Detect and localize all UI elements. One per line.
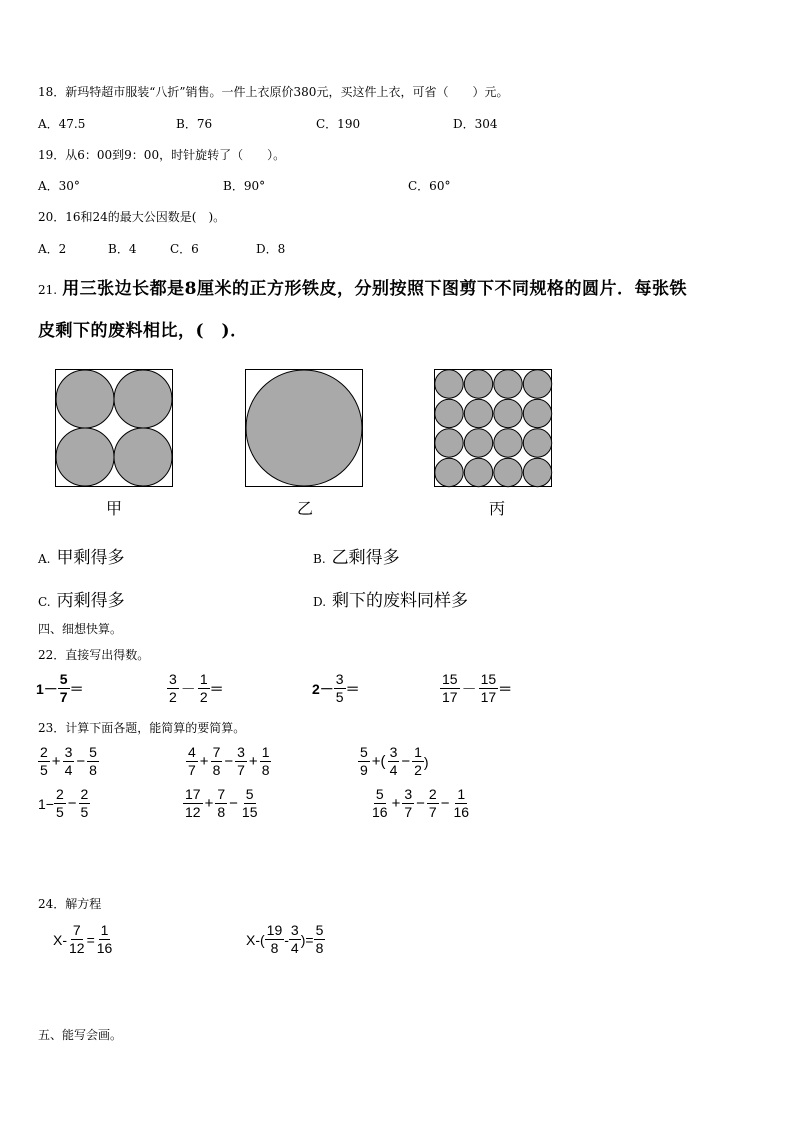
circle-disc bbox=[523, 399, 551, 427]
q18-option-a: A．47.5 bbox=[38, 117, 86, 131]
denominator: 5 bbox=[335, 689, 344, 705]
circle-disc bbox=[464, 370, 492, 398]
figure-label-yi: 乙 bbox=[297, 499, 314, 518]
denominator: 8 bbox=[315, 940, 324, 956]
fraction bbox=[388, 744, 400, 779]
denominator: 16 bbox=[453, 804, 470, 820]
circle-disc bbox=[523, 370, 551, 398]
section-4-heading: 四、细想快算。 bbox=[38, 622, 123, 636]
expr-lead: 1－ bbox=[36, 680, 58, 697]
q22-item-3 bbox=[312, 671, 360, 706]
denominator: 17 bbox=[442, 689, 458, 705]
numerator: 1 bbox=[457, 786, 466, 802]
operator: － bbox=[461, 681, 477, 698]
circle-disc bbox=[523, 458, 551, 486]
expr-tail: ＝ bbox=[69, 680, 84, 697]
operator: − bbox=[416, 795, 425, 812]
figure-label-bing: 丙 bbox=[489, 499, 506, 518]
section-5-heading: 五、能写会画。 bbox=[38, 1028, 123, 1042]
option-letter: D. bbox=[313, 595, 327, 609]
q21-option-a bbox=[38, 543, 124, 568]
q21-option-d bbox=[313, 586, 468, 611]
numerator: 19 bbox=[266, 922, 283, 938]
option-text: 甲剩得多 bbox=[56, 548, 125, 568]
denominator: 2 bbox=[169, 689, 177, 705]
denominator: 4 bbox=[290, 940, 299, 956]
operator: +( bbox=[371, 753, 386, 770]
expr-tail: ＝ bbox=[498, 680, 513, 697]
denominator: 5 bbox=[40, 762, 48, 778]
circle-disc bbox=[435, 429, 463, 457]
operator: + bbox=[248, 753, 258, 770]
numerator: 2 bbox=[40, 744, 48, 760]
q20-option-d: D．8 bbox=[256, 242, 286, 256]
fraction bbox=[440, 671, 460, 706]
denominator: 4 bbox=[389, 762, 398, 778]
numerator: 5 bbox=[89, 744, 97, 760]
figure-label-jia: 甲 bbox=[106, 499, 123, 518]
operator: + bbox=[199, 753, 209, 770]
fraction bbox=[87, 744, 99, 779]
q19-stem: 19．从6：00到9：00，时针旋转了（ ）。 bbox=[38, 148, 286, 162]
fraction bbox=[198, 671, 210, 706]
q18-option-c: C．190 bbox=[316, 117, 361, 131]
operator: − bbox=[440, 795, 450, 812]
denominator: 5 bbox=[80, 804, 89, 820]
q24-equation-2 bbox=[246, 922, 325, 957]
fraction bbox=[289, 922, 301, 957]
numerator: 5 bbox=[59, 671, 68, 687]
numerator: 3 bbox=[335, 671, 344, 687]
operator: － bbox=[180, 681, 196, 698]
fraction bbox=[58, 671, 70, 706]
expr-tail: ＝ bbox=[345, 680, 360, 697]
q20-stem: 20．16和24的最大公因数是( )。 bbox=[38, 210, 226, 224]
option-text: 乙剩得多 bbox=[331, 548, 400, 568]
fraction bbox=[79, 786, 91, 821]
circle-disc bbox=[114, 428, 172, 486]
figure-jia bbox=[55, 369, 174, 488]
circle-disc bbox=[246, 370, 362, 486]
fraction bbox=[38, 744, 50, 779]
operator: − bbox=[67, 795, 77, 812]
q18-option-d: D．304 bbox=[453, 117, 498, 131]
denominator: 8 bbox=[89, 762, 97, 778]
q23-expr-5 bbox=[183, 786, 259, 821]
q20-option-b: B．4 bbox=[108, 242, 137, 256]
numerator: 3 bbox=[290, 922, 299, 938]
numerator: 4 bbox=[188, 744, 196, 760]
numerator: 1 bbox=[261, 744, 270, 760]
numerator: 3 bbox=[389, 744, 398, 760]
q22-stem: 22．直接写出得数。 bbox=[38, 648, 150, 662]
q20-option-c: C．6 bbox=[170, 242, 199, 256]
numerator: 5 bbox=[375, 786, 384, 802]
fraction bbox=[427, 786, 439, 821]
numerator: 17 bbox=[185, 786, 201, 802]
fraction bbox=[314, 922, 326, 957]
numerator: 7 bbox=[72, 922, 81, 938]
numerator: 1 bbox=[414, 744, 422, 760]
fraction bbox=[358, 744, 370, 779]
circle-disc bbox=[56, 370, 114, 428]
q21-stem-text1: 用三张边长都是8厘米的正方形铁皮，分别按照下图剪下不同规格的圆片．每张铁 bbox=[62, 279, 688, 299]
circle-disc bbox=[494, 458, 522, 486]
denominator: 9 bbox=[360, 762, 368, 778]
denominator: 2 bbox=[414, 762, 422, 778]
q24-stem: 24．解方程 bbox=[38, 897, 102, 911]
q24-equation-1 bbox=[53, 922, 114, 957]
q23-expr-1 bbox=[38, 744, 99, 779]
option-letter: B. bbox=[313, 552, 326, 566]
circle-disc bbox=[494, 429, 522, 457]
denominator: 8 bbox=[217, 804, 226, 820]
fraction bbox=[186, 744, 198, 779]
denominator: 16 bbox=[96, 940, 113, 956]
fraction bbox=[451, 786, 471, 821]
q20-option-a: A．2 bbox=[38, 242, 67, 256]
fraction bbox=[211, 744, 223, 779]
circle-disc bbox=[435, 458, 463, 486]
denominator: 2 bbox=[199, 689, 208, 705]
q19-option-c: C．60° bbox=[408, 179, 451, 193]
fraction bbox=[67, 922, 87, 957]
circle-disc bbox=[464, 399, 492, 427]
figure-yi bbox=[245, 369, 364, 488]
denominator: 8 bbox=[270, 940, 279, 956]
option-text: 剩下的废料同样多 bbox=[332, 591, 469, 611]
option-letter: C. bbox=[38, 595, 51, 609]
q23-expr-2 bbox=[186, 744, 271, 779]
operator: - bbox=[284, 931, 289, 948]
q21-option-b bbox=[313, 543, 400, 568]
fraction bbox=[63, 744, 75, 779]
fraction bbox=[370, 786, 390, 821]
fraction bbox=[215, 786, 227, 821]
circle-disc bbox=[464, 458, 492, 486]
circle-disc bbox=[56, 428, 114, 486]
denominator: 8 bbox=[212, 762, 221, 778]
fraction bbox=[479, 671, 499, 706]
circle-disc bbox=[494, 370, 522, 398]
circle-disc bbox=[523, 429, 551, 457]
denominator: 4 bbox=[64, 762, 73, 778]
denominator: 7 bbox=[237, 762, 245, 778]
denominator: 7 bbox=[428, 804, 437, 820]
operator: − bbox=[224, 753, 234, 770]
denominator: 17 bbox=[480, 689, 497, 705]
circle-disc bbox=[494, 399, 522, 427]
q19-option-a: A．30° bbox=[38, 179, 80, 193]
option-text: 丙剩得多 bbox=[56, 591, 125, 611]
denominator: 7 bbox=[59, 689, 68, 705]
operator: − bbox=[229, 795, 238, 812]
q23-expr-4 bbox=[38, 786, 90, 821]
numerator: 5 bbox=[245, 786, 254, 802]
numerator: 15 bbox=[480, 671, 497, 687]
circle-disc bbox=[114, 370, 172, 428]
operator: − bbox=[401, 753, 411, 770]
circle-disc bbox=[464, 429, 492, 457]
fraction bbox=[95, 922, 115, 957]
denominator: 5 bbox=[55, 804, 64, 820]
q19-option-b: B．90° bbox=[223, 179, 266, 193]
operator: + bbox=[51, 753, 61, 770]
numerator: 15 bbox=[442, 671, 458, 687]
q21-stem-line1 bbox=[38, 274, 687, 299]
q22-item-2 bbox=[167, 671, 224, 706]
fraction bbox=[265, 922, 285, 957]
denominator: 7 bbox=[404, 804, 413, 820]
numerator: 1 bbox=[100, 922, 109, 938]
denominator: 8 bbox=[261, 762, 270, 778]
fraction bbox=[167, 671, 179, 706]
denominator: 12 bbox=[69, 940, 85, 956]
denominator: 7 bbox=[188, 762, 196, 778]
numerator: 1 bbox=[199, 671, 208, 687]
numerator: 5 bbox=[360, 744, 368, 760]
equals-sign: = bbox=[86, 931, 95, 948]
fraction bbox=[334, 671, 346, 706]
q21-number: 21. bbox=[38, 283, 58, 297]
circle-disc bbox=[435, 370, 463, 398]
circle-disc bbox=[435, 399, 463, 427]
fraction bbox=[240, 786, 260, 821]
fraction bbox=[402, 786, 414, 821]
numerator: 5 bbox=[315, 922, 324, 938]
expr-lead: X- bbox=[53, 931, 67, 948]
numerator: 7 bbox=[217, 786, 226, 802]
operator: − bbox=[76, 753, 86, 770]
numerator: 3 bbox=[237, 744, 245, 760]
expr-lead: 1− bbox=[38, 795, 54, 812]
fraction bbox=[235, 744, 247, 779]
denominator: 15 bbox=[241, 804, 258, 820]
fraction bbox=[54, 786, 66, 821]
operator: + bbox=[204, 795, 214, 812]
fraction bbox=[183, 786, 203, 821]
numerator: 2 bbox=[55, 786, 64, 802]
figure-bing bbox=[434, 369, 553, 488]
numerator: 3 bbox=[404, 786, 413, 802]
denominator: 12 bbox=[185, 804, 201, 820]
numerator: 3 bbox=[169, 671, 177, 687]
q23-expr-6 bbox=[370, 786, 471, 821]
q23-expr-3 bbox=[358, 744, 429, 779]
denominator: 16 bbox=[372, 804, 388, 820]
expr-lead: 2－ bbox=[312, 680, 334, 697]
numerator: 7 bbox=[212, 744, 221, 760]
q22-item-1 bbox=[36, 671, 84, 706]
operator: + bbox=[391, 795, 401, 812]
expr-close: )= bbox=[300, 931, 314, 948]
q22-item-4 bbox=[440, 671, 512, 706]
q23-stem: 23．计算下面各题，能简算的要简算。 bbox=[38, 721, 246, 735]
numerator: 3 bbox=[64, 744, 73, 760]
q18-stem: 18．新玛特超市服装“八折”销售。一件上衣原价380元，买这件上衣，可省（ ）元。 bbox=[38, 85, 509, 99]
expr-tail: ＝ bbox=[209, 680, 224, 697]
fraction bbox=[260, 744, 272, 779]
numerator: 2 bbox=[80, 786, 89, 802]
expr-lead: X-( bbox=[246, 931, 265, 948]
fraction bbox=[412, 744, 424, 779]
q18-option-b: B．76 bbox=[176, 117, 213, 131]
q21-stem-line2: 皮剩下的废料相比，( )． bbox=[38, 321, 248, 341]
option-letter: A. bbox=[38, 552, 51, 566]
numerator: 2 bbox=[428, 786, 437, 802]
expr-close: ) bbox=[423, 753, 429, 770]
q21-option-c bbox=[38, 586, 125, 611]
